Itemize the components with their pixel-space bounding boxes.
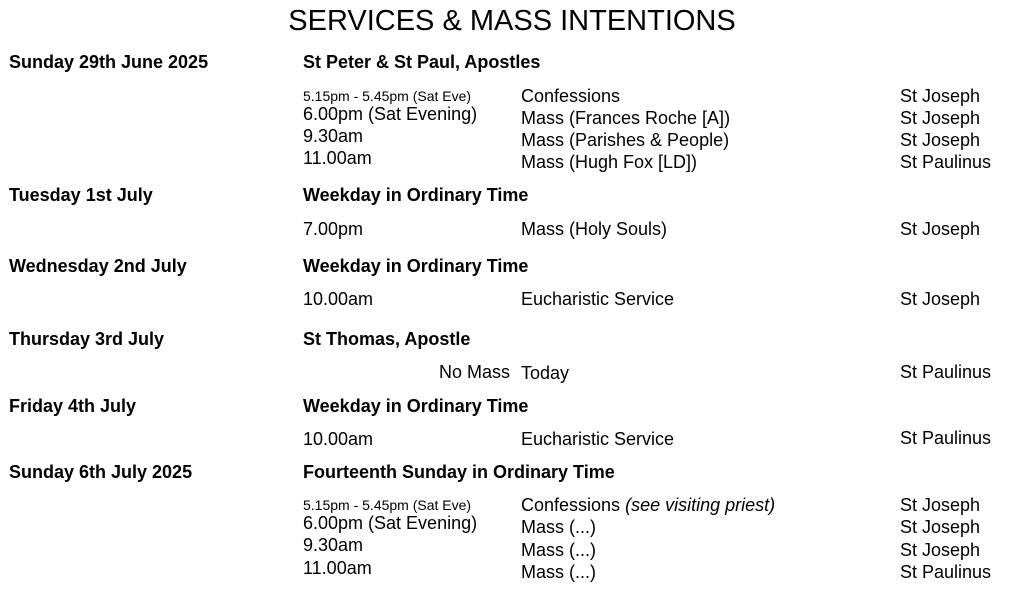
entry-description-note: (see visiting priest): [625, 495, 776, 515]
entry-description-text: Confessions: [521, 495, 621, 515]
entry-time: 7.00pm: [303, 219, 364, 239]
entry-description: Mass (...): [521, 562, 596, 582]
entry-time: 5.15pm - 5.45pm (Sat Eve): [303, 88, 472, 104]
day-feast: Fourteenth Sunday in Ordinary Time: [303, 462, 615, 482]
entry-time: 6.00pm (Sat Evening): [303, 513, 478, 533]
day-date: Wednesday 2nd July: [9, 256, 187, 276]
entry-time: 10.00am: [303, 429, 374, 449]
entry-time: 6.00pm (Sat Evening): [303, 104, 478, 124]
day-date: Tuesday 1st July: [9, 185, 153, 205]
entry-location: St Joseph: [900, 130, 981, 150]
entry-location: St Paulinus: [900, 362, 992, 382]
entry-description: Mass (Hugh Fox [LD]): [521, 152, 698, 172]
entry-location: St Joseph: [900, 540, 981, 560]
entry-time: 10.00am: [303, 289, 374, 309]
entry-location: St Joseph: [900, 108, 981, 128]
entry-location: St Joseph: [900, 495, 981, 515]
entry-description: Mass (Parishes & People): [521, 130, 730, 150]
day-date: Sunday 29th June 2025: [9, 52, 209, 72]
day-feast: Weekday in Ordinary Time: [303, 185, 529, 205]
entry-location: St Joseph: [900, 86, 981, 106]
entry-location: St Paulinus: [900, 428, 992, 448]
no-mass-label: No Mass: [438, 362, 510, 382]
entry-location: St Joseph: [900, 289, 981, 309]
day-feast: St Thomas, Apostle: [303, 329, 471, 349]
entry-description: [521, 494, 775, 516]
day-date: Thursday 3rd July: [9, 329, 165, 349]
entry-description: Mass (Holy Souls): [521, 219, 668, 239]
day-feast: Weekday in Ordinary Time: [303, 396, 529, 416]
day-feast: Weekday in Ordinary Time: [303, 256, 529, 276]
entry-description: Mass (...): [521, 517, 596, 537]
entry-location: St Paulinus: [900, 562, 992, 582]
entry-description: Today: [521, 363, 570, 383]
entry-description: Confessions: [521, 86, 621, 106]
entry-location: St Paulinus: [900, 152, 992, 172]
entry-description: Eucharistic Service: [521, 289, 675, 309]
day-date: Friday 4th July: [9, 396, 137, 416]
entry-location: St Joseph: [900, 517, 981, 537]
entry-time: 11.00am: [303, 148, 372, 168]
day-date: Sunday 6th July 2025: [9, 462, 193, 482]
entry-description: Mass (Frances Roche [A]): [521, 108, 731, 128]
entry-time: 9.30am: [303, 535, 364, 555]
entry-description: Eucharistic Service: [521, 429, 675, 449]
entry-time: 11.00am: [303, 558, 372, 578]
entry-time: 9.30am: [303, 126, 364, 146]
page-title: SERVICES & MASS INTENTIONS: [288, 5, 736, 37]
entry-location: St Joseph: [900, 219, 981, 239]
day-feast: St Peter & St Paul, Apostles: [303, 52, 541, 72]
entry-description: Mass (...): [521, 540, 596, 560]
entry-time: 5.15pm - 5.45pm (Sat Eve): [303, 497, 472, 513]
